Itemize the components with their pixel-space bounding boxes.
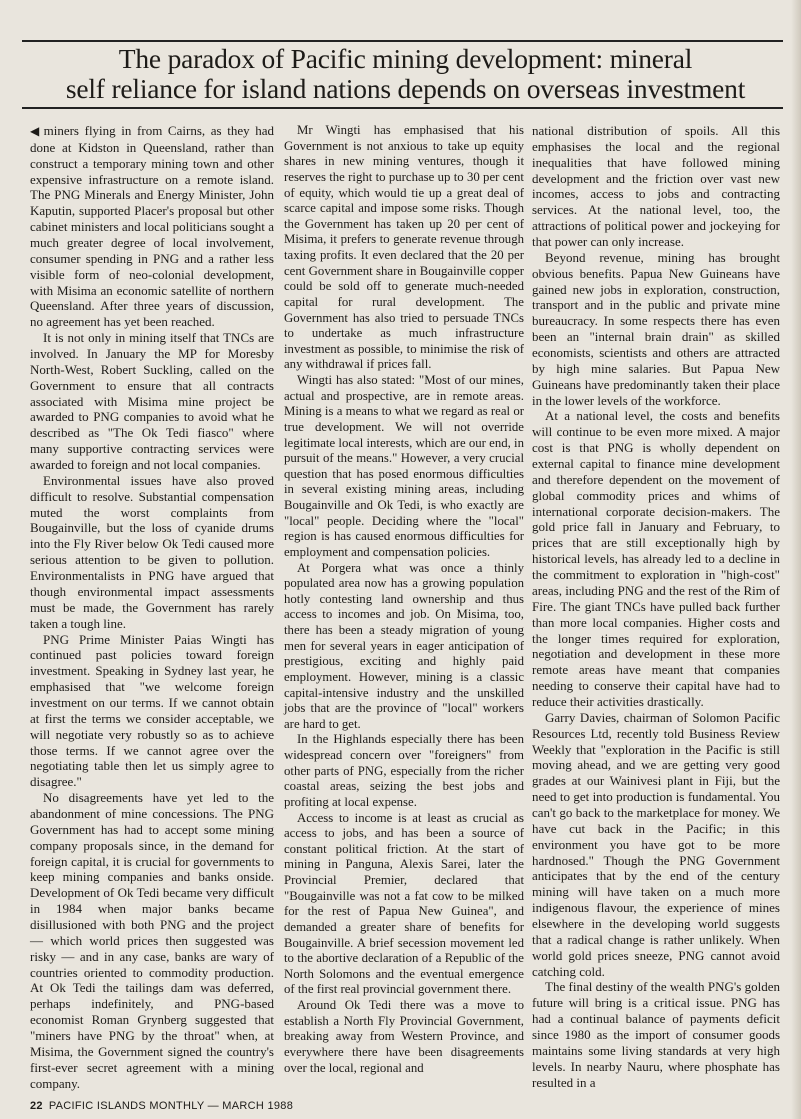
paragraph: Environmental issues have also proved difficult to resolve. Substantial compensation muted the worst complaints from Bougainville, but the loss of cyanide drums into the Fly River below Ok Tedi caused more serious attention to be given to pollution. Environmentalists in PNG have argued that though environmental impact assessments must be made, the Government has rarely taken a tough line. xyxy=(30,472,274,631)
paragraph-text: miners flying in from Cairns, as they had done at Kidston in Queensland, rather than construct a temporary mining town and other expensive infrastructure on a remote island. The PNG Minerals and Energy Minister, John Kaputin, supported Placer's proposal but other cabinet ministers and local politicians sought a much greater degree of local involvement, consumer spending in PNG and a rather less visible form of neo-colonial development, with Misima an economic satellite of northern Queensland. After three years of discussion, no agreement has yet been reached. xyxy=(30,123,274,330)
binding-shadow xyxy=(791,0,801,1119)
paragraph xyxy=(30,123,274,330)
headline xyxy=(30,44,781,104)
publication-line: PACIFIC ISLANDS MONTHLY — MARCH 1988 xyxy=(48,1100,294,1112)
paragraph: Access to income is at least as crucial as access to jobs, and has been a source of constant political friction. At the start of mining in Panguna, Alexis Sarei, later the Provincial Premier, declared that "Bougainville was not a fat cow to be milked for the rest of Papua New Guinea", and demanded a greater share of benefits for Bougainville. A brief secession movement led to the abortive declaration of a Republic of the North Solomons and the eventual emergence of the first real provincial government there. xyxy=(284,810,524,997)
paragraph: It is not only in mining itself that TNCs are involved. In January the MP for Moresby North-West, Robert Suckling, called on the Government to ensure that all contracts associated with Misima mine project be awarded to PNG companies to avoid what he described as "The Ok Tedi fiasco" where many supportive contracting services were awarded to foreign and not local companies. xyxy=(30,330,274,473)
page-footer xyxy=(30,1100,293,1112)
page-number: 22 xyxy=(30,1100,43,1112)
paragraph: In the Highlands especially there has been widespread concern over "foreigners" from other parts of PNG, especially from the richer coastal areas, seizing the best jobs and profiting at local expense. xyxy=(284,732,524,809)
paragraph: No disagreements have yet led to the abandonment of mine concessions. The PNG Government has had to accept some mining company proposals since, in the demand for foreign capital, it is crucial for governments to keep mining companies and banks onside. Development of Ok Tedi became very difficult in 1984 when major banks became disillusioned with both PNG and the project — which world prices then suggested was risky — and in any case, banks are wary of countries oriented to commodity production. At Ok Tedi the tailings dam was deferred, perhaps indefinitely, and PNG-based economist Roman Grynberg suggested that "miners have PNG by the throat" when, at Misima, the Government signed the country's first-ever secret agreement with a mining company. xyxy=(30,790,274,1091)
paragraph: PNG Prime Minister Paias Wingti has continued past policies toward foreign investment. Speaking in Sydney last year, he emphasised that "we welcome foreign investment on our terms. If we cannot obtain at first the terms we consider acceptable, we will negotiate very robustly so as to achieve those terms. If we cannot agree over the negotiating table then let us simply agree to disagree." xyxy=(30,631,274,790)
headline-rule xyxy=(22,107,783,109)
paragraph: At a national level, the costs and benefits will continue to be even more mixed. A major cost is that PNG is wholly dependent on external capital to finance mine development and therefore dependent on the movement of global commodity prices and whims of international corporate decision-makers. The gold price fall in January and February, to prices that are still exceptionally high by historical levels, has already led to a decline in the commitment to exploration in "high-cost" areas, including PNG and the rest of the Rim of Fire. The giant TNCs have pulled back further than more local companies. Higher costs and the longer times required for exploration, negotiation and development in these more remote areas have meant that companies needing to conserve their capital have had to reduce their activities drastically. xyxy=(532,408,780,709)
continued-arrow-icon: ◀ xyxy=(30,124,42,138)
top-rule xyxy=(22,40,783,42)
headline-line-1: The paradox of Pacific mining development: mineral xyxy=(118,43,693,74)
paragraph: Mr Wingti has emphasised that his Government is not anxious to take up equity shares in new mining ventures, though it reserves the right to purchase up to 30 per cent of equity, which would tie up a great deal of scarce capital and impose some risks. Though the Government has taken up 20 per cent of Misima, it prefers to generate revenue through taxing profits. It even declared that the 20 per cent Government share in Bougainville copper could be sold off to generate much-needed capital for rural development. The Government has also tried to persuade TNCs to undertake as much infrastructure investment as possible, to minimise the risk of any withdrawal if prices fall. xyxy=(284,123,524,372)
paragraph: Garry Davies, chairman of Solomon Pacific Resources Ltd, recently told Business Review Weekly that "exploration in the Pacific is still moving ahead, and we are getting very good grades at our Wainivesi plant in Fiji, but the need to get into production is fundamental. You can't go back to the marketplace for money. We have cut back in the Pacific; in this environment you have got to be more hardnosed." Though the PNG Government anticipates that by the end of the century mining will have taken on a much more indigenous flavour, the experience of mines elsewhere in the developing world suggests that a radical change is rather unlikely. When world gold prices sneeze, PNG cannot avoid catching cold. xyxy=(532,709,780,979)
article-column-2 xyxy=(284,123,524,1076)
paragraph: At Porgera what was once a thinly populated area now has a growing population hotly contesting land ownership and thus access to incomes and job. On Misima, too, there has been a steady migration of young men for several years in eager anticipation of prestigious, exciting and highly paid employment. However, mining is a classic capital-intensive industry and the unskilled jobs that are the province of "local" workers are hard to get. xyxy=(284,560,524,731)
paragraph: The final destiny of the wealth PNG's golden future will bring is a critical issue. PNG has had a continual balance of payments deficit since 1980 as the import of consumer goods maintains some living standards at very high levels. In nearby Nauru, where phosphate has resulted in a xyxy=(532,979,780,1090)
article-column-3 xyxy=(532,123,780,1090)
paragraph: Around Ok Tedi there was a move to establish a North Fly Provincial Government, breaking away from Western Province, and everywhere there have been disagreements over the local, regional and xyxy=(284,998,524,1075)
headline-line-2: self reliance for island nations depends on overseas investment xyxy=(65,73,746,104)
paragraph: Beyond revenue, mining has brought obvious benefits. Papua New Guineans have gained new jobs in exploration, construction, transport and in the public and private mine bureaucracy. In some respects there has even been an "internal brain drain" as skilled economists, scientists and others are attracted by high mine salaries. But Papua New Guineans have predominantly taken their place in the lower levels of the workforce. xyxy=(532,249,780,408)
paragraph: national distribution of spoils. All this emphasises the local and the regional inequalities that have followed mining development and the friction over vast new incomes, access to jobs and contracting services. At the national level, too, the attractions of political power and jockeying for that power can only increase. xyxy=(532,123,780,250)
article-column-1 xyxy=(30,123,274,1091)
paragraph: Wingti has also stated: "Most of our mines, actual and prospective, are in remote areas. Mining is a means to what we regard as real or true development. We will not override legitimate local interests, which are our end, in pursuit of the means." However, a very crucial question that has posed enormous difficulties in several existing mining areas, including Bougainville and Ok Tedi, is who exactly are "local" people. Deciding where the "local" region is has caused enormous difficulties for employment and compensation policies. xyxy=(284,373,524,559)
